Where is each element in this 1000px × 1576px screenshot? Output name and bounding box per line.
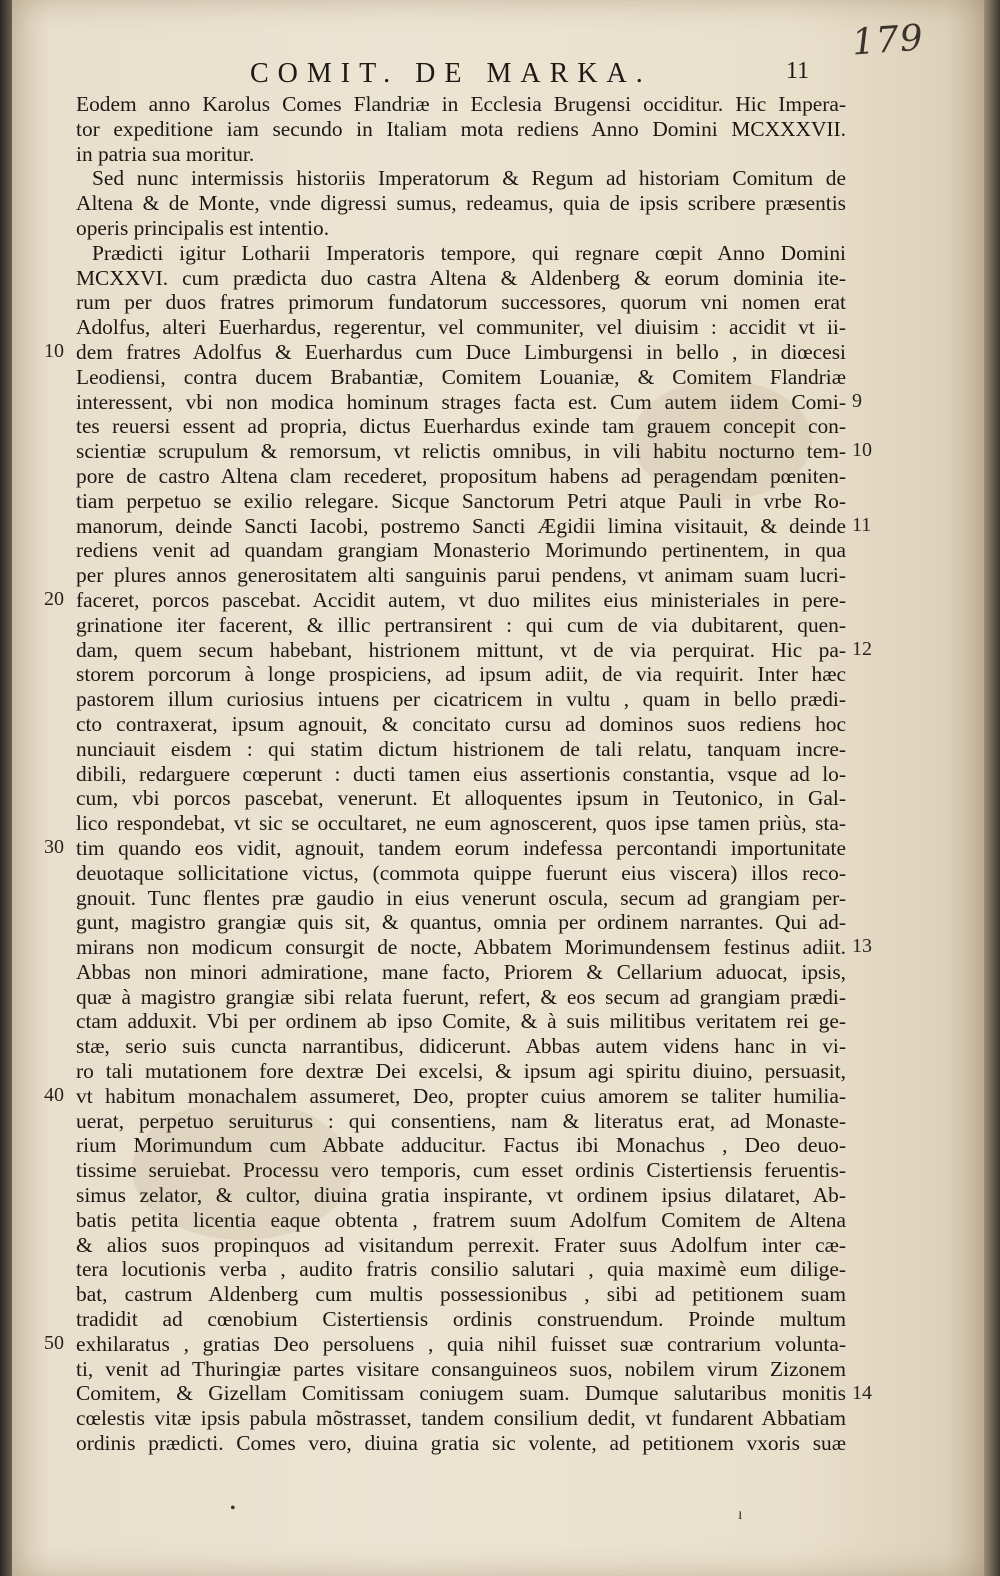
text-line: ctam adduxit. Vbi per ordinem ab ipso Comite, & à suis militibus veritatem rei ge- <box>76 1009 846 1034</box>
text-line: Altena & de Monte, vnde digressi sumus, redeamus, quia de ipsis scribere præsentis <box>76 191 846 216</box>
book-gutter <box>0 0 12 1576</box>
text-line: rum per duos fratres primorum fundatorum successores, quorum vni nomen erat <box>76 290 846 315</box>
text-line: manorum, deinde Sancti Iacobi, postremo Sancti Ægidii limina visitauit, & deinde <box>76 513 846 538</box>
text-line: tim quando eos vidit, agnouit, tandem eorum indefessa percontandi importunitate <box>76 835 846 860</box>
text-line: dam, quem secum habebant, histrionem mittunt, vt de via perquirat. Hic pa- <box>76 637 846 662</box>
margin-note-number: 9 <box>852 389 862 412</box>
text-line: ro tali mutationem fore dextræ Dei excelsi, & ipsum agi spiritu diuino, persuasit, <box>76 1059 846 1084</box>
text-line: & alios suos propinquos ad visitandum perrexit. Frater suus Adolfum inter cæ- <box>76 1232 846 1257</box>
text-line: batis petita licentia eaque obtenta , fratrem suum Adolfum Comitem de Altena <box>76 1207 846 1232</box>
text-line: ti, venit ad Thuringiæ partes visitare consanguineos suos, nobilem virum Zizonem <box>76 1356 846 1381</box>
text-line: interessent, vbi non modica hominum strages facta est. Cum autem iidem Comi- <box>76 389 846 414</box>
text-line: tes reuersi essent ad propria, dictus Euerhardus exinde tam grauem concepit con- <box>76 414 846 439</box>
text-line: quæ à magistro grangiæ sibi relata fuerunt, refert, & eos secum ad grangiam prædi- <box>76 984 846 1009</box>
text-line: vt habitum monachalem assumeret, Deo, propter cuius amorem se taliter humilia- <box>76 1083 846 1108</box>
text-line: rediens venit ad quandam grangiam Monasterio Morimundo pertinentem, in qua <box>76 538 846 563</box>
line-number: 40 <box>44 1084 64 1106</box>
text-line: gunt, magistro grangiæ quis sit, & quantus, omnia per ordinem narrantes. Qui ad- <box>76 910 846 935</box>
text-line: dibili, redarguere cœperunt : ducti tamen eius assertionis constantia, vsque ad lo- <box>76 761 846 786</box>
text-line: Prædicti igitur Lotharii Imperatoris tempore, qui regnare cœpit Anno Domini <box>92 240 846 265</box>
footer-mark: ı <box>738 1506 743 1523</box>
text-line: pastorem illum curiosius intuens per cicatricem in vultu , quam in bello prædi- <box>76 687 846 712</box>
text-line: operis principalis est intentio. <box>76 215 330 240</box>
text-line: tiam perpetuo se exilio relegare. Sicque Sanctorum Petri atque Pauli in vrbe Ro- <box>76 488 846 513</box>
text-line: stæ, serio suis cuncta narrantibus, didicerunt. Abbas autem videns hanc in vi- <box>76 1034 846 1059</box>
text-line: simus zelator, & cultor, diuina gratia inspirante, vt ordinem ipsius dilataret, Ab- <box>76 1183 846 1208</box>
footer-mark: • <box>230 1500 236 1517</box>
text-line: Sed nunc intermissis historiis Imperatorum & Regum ad historiam Comitum de <box>92 166 846 191</box>
line-number: 20 <box>44 588 64 610</box>
text-line: Abbas non minori admiratione, mane facto, Priorem & Cellarium aduocat, ipsis, <box>76 959 846 984</box>
text-line: MCXXVI. cum prædicta duo castra Altena & Aldenberg & eorum dominia ite- <box>76 265 846 290</box>
text-line: tor expeditione iam secundo in Italiam mota rediens Anno Domini MCXXXVII. <box>76 116 846 141</box>
line-number: 10 <box>44 340 64 362</box>
text-line: lico respondebat, vt sic se occultaret, ne eum agnoscerent, quos ipse tamen priùs, sta- <box>76 811 846 836</box>
text-line: mirans non modicum consurgit de nocte, Abbatem Morimundensem festinus adiit. <box>76 935 846 960</box>
text-line: gnouit. Tunc flentes præ gaudio in eius venerunt oscula, secum ad grangiam per- <box>76 885 846 910</box>
line-number: 50 <box>44 1332 64 1354</box>
text-line: deuotaque sollicitatione victus, (commota quippe fuerunt eius viscera) illos reco- <box>76 860 846 885</box>
text-line: tera locutionis verba , audito fratris consilio salutari , quia maximè eum dilige- <box>76 1257 846 1282</box>
text-line: storem porcorum à longe prospiciens, ad ipsum adiit, de via requirit. Inter hæc <box>76 662 846 687</box>
text-line: nunciauit eisdem : qui statim dictum histrionem de tali relatu, tanquam incre- <box>76 736 846 761</box>
margin-note-number: 12 <box>852 637 872 660</box>
margin-note-number: 10 <box>852 439 872 462</box>
text-line: bat, castrum Aldenberg cum multis possessionibus , sibi ad petitionem suam <box>76 1282 846 1307</box>
text-line: faceret, porcos pascebat. Accidit autem, vt duo milites eius ministeriales in pere- <box>76 587 846 612</box>
text-line: cto contraxerat, ipsum agnouit, & concitato cursu ad dominos suos rediens hoc <box>76 711 846 736</box>
text-line: cum, vbi porcos pascebat, venerunt. Et alloquentes ipsum in Teutonico, in Gal- <box>76 786 846 811</box>
text-line: exhilaratus , gratias Deo persoluens , quia nihil fuisset suæ contrarium volunta- <box>76 1331 846 1356</box>
text-line: Eodem anno Karolus Comes Flandriæ in Ecclesia Brugensi occiditur. Hic Impera- <box>76 92 846 116</box>
text-line: grinatione iter facerent, & illic pertransirent : qui cum de via dubitarent, quen- <box>76 612 846 637</box>
handwritten-folio-number: 179 <box>850 17 926 64</box>
margin-note-number: 13 <box>852 935 872 958</box>
text-line: per plures annos generositatem alti sanguinis parui pendens, vt animam suam lucri- <box>76 563 846 588</box>
text-line: dem fratres Adolfus & Euerhardus cum Duce Limburgensi in bello , in diœcesi <box>76 339 846 364</box>
text-line: tradidit ad cœnobium Cistertiensis ordinis construendum. Proinde multum <box>76 1307 846 1332</box>
text-line: cœlestis vitæ ipsis pabula mõstrasset, tandem consilium dedit, vt fundarent Abbatiam <box>76 1406 846 1431</box>
line-number: 30 <box>44 836 64 858</box>
text-line: Leodiensi, contra ducem Brabantiæ, Comitem Louaniæ, & Comitem Flandriæ <box>76 364 846 389</box>
text-line: tissime seruiebat. Processu vero temporis, cum esset ordinis Cistertiensis feruentis- <box>76 1158 846 1183</box>
running-head: COMIT. DE MARKA. <box>250 58 652 89</box>
margin-note-number: 14 <box>852 1381 872 1404</box>
text-line: scientiæ scrupulum & remorsum, vt relictis omnibus, in vili habitu nocturno tem- <box>76 439 846 464</box>
page-edge <box>984 0 1000 1576</box>
text-line: Adolfus, alteri Euerhardus, regerentur, vel communiter, vel diuisim : accidit vt ii- <box>76 315 846 340</box>
text-line: in patria sua moritur. <box>76 141 255 166</box>
text-line: pore de castro Altena clam recederet, propositum habens ad peragendam pœniten- <box>76 463 846 488</box>
text-line: uerat, perpetuo seruiturus : qui consentiens, nam & literatus erat, ad Monaste- <box>76 1108 846 1133</box>
text-line: rium Morimundum cum Abbate adducitur. Factus ibi Monachus , Deo deuo- <box>76 1133 846 1158</box>
text-line: ordinis prædicti. Comes vero, diuina gratia sic volente, ad petitionem vxoris suæ <box>76 1431 846 1456</box>
body-text <box>76 92 846 1456</box>
margin-note-number: 11 <box>852 513 872 536</box>
page-number: 11 <box>786 58 810 84</box>
text-line: Comitem, & Gizellam Comitissam coniugem suam. Dumque salutaribus monitis <box>76 1381 846 1406</box>
